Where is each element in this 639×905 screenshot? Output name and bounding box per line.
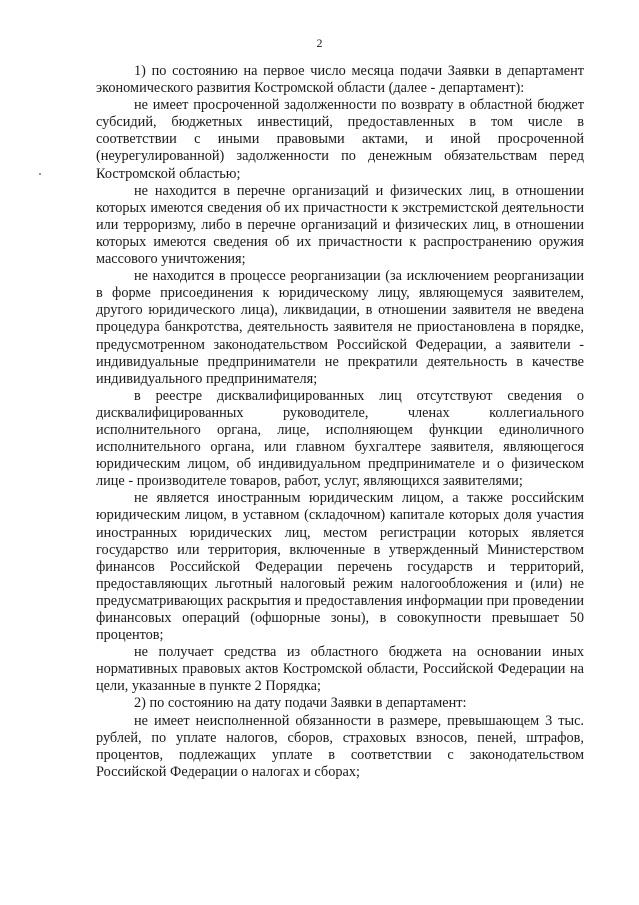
page-number: 2 <box>316 36 323 50</box>
paragraph-1: 1) по состоянию на первое число месяца подачи Заявки в департамент экономического развития Костромской области (далее - департамент): <box>96 63 584 97</box>
paragraph-5: в реестре дисквалифицированных лиц отсутствуют сведения о дисквалифицированных руководителе, членах коллегиального исполнительного органа, лице, исполняющем функции единоличного исполнительного органа, или главном бухгалтере заявителя, являющегося юридическим лицом, об индивидуальном предпринимателе и о физическом лице - производителе товаров, работ, услуг, являющихся заявителями; <box>96 387 584 490</box>
paragraph-4: не находится в процессе реорганизации (за исключением реорганизации в форме присоединения к юридическому лицу, являющемуся заявителем, другого юридического лица), ликвидации, в отношении заявителя не введена процедура банкротства, деятельность заявителя не приостановлена в порядке, предусмотренном законодательством Российской Федерации, а заявители - индивидуальные предприниматели не прекратили деятельность в качестве индивидуального предпринимателя; <box>96 268 584 387</box>
margin-mark <box>39 173 41 175</box>
paragraph-2: не имеет просроченной задолженности по возврату в областной бюджет субсидий, бюджетных инвестиций, предоставленных в том числе в соответствии с иными правовыми актами, и иной просроченной (неурегулированной) задолженности по денежным обязательствам перед Костромской областью; <box>96 97 584 182</box>
paragraph-8: 2) по состоянию на дату подачи Заявки в департамент: <box>134 695 467 712</box>
paragraph-3: не находится в перечне организаций и физических лиц, в отношении которых имеются сведения об их причастности к экстремистской деятельности или терроризму, либо в перечне организаций и физических лиц, в отношении которых имеются сведения об их причастности к распространению оружия массового уничтожения; <box>96 182 584 268</box>
paragraph-7: не получает средства из областного бюджета на основании иных нормативных правовых актов Костромской области, Российской Федерации на цели, указанные в пункте 2 Порядка; <box>96 644 584 695</box>
paragraph-6: не является иностранным юридическим лицом, а также российским юридическим лицом, в уставном (складочном) капитале которых доля участия иностранных юридических лиц, местом регистрации которых является государство или территория, включенные в утвержденный Министерством финансов Российской Федерации перечень государств и территорий, предоставляющих льготный налоговый режим налогообложения и (или) не предусматривающих раскрытия и предоставления информации при проведении финансовых операций (офшорные зоны), в совокупности превышает 50 процентов; <box>96 490 584 644</box>
document-body <box>96 63 584 781</box>
paragraph-9: не имеет неисполненной обязанности в размере, превышающем 3 тыс. рублей, по уплате налогов, сборов, страховых взносов, пеней, штрафов, процентов, подлежащих уплате в соответствии с законодательством Российской Федерации о налогах и сборах; <box>96 712 584 780</box>
